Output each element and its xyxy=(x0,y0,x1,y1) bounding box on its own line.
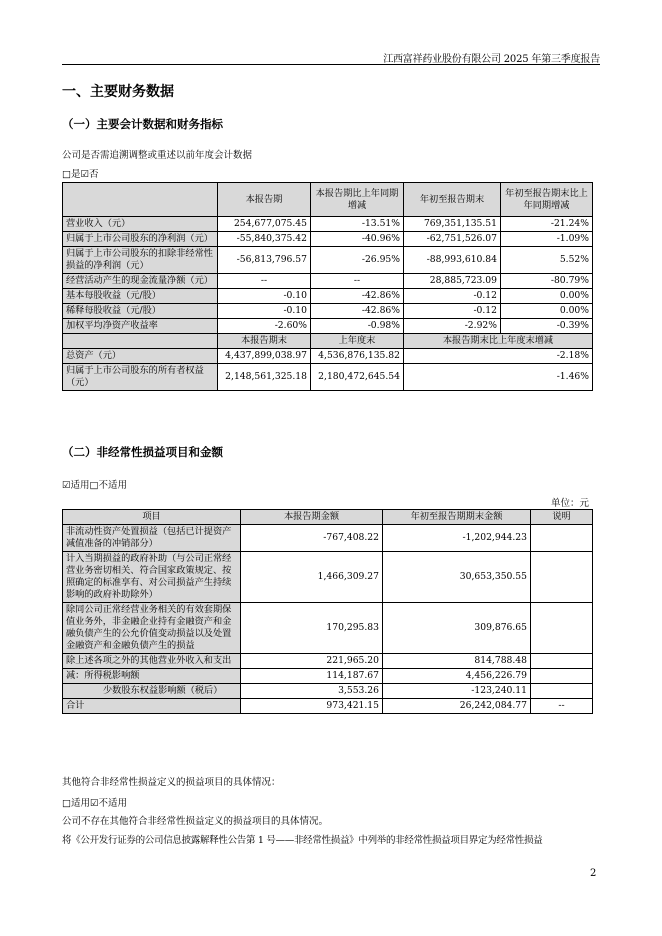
cell: -1.09% xyxy=(501,232,593,247)
cell: -56,813,796.57 xyxy=(218,247,311,274)
table-row xyxy=(63,232,593,247)
cell: -- xyxy=(311,274,404,289)
table-row xyxy=(63,349,593,364)
row-label: 计入当期损益的政府补助（与公司正常经营业务密切相关、符合国家政策规定、按照确定的标准享有、对公司损益产生持续影响的政府补助除外） xyxy=(63,552,241,603)
cell: 221,965.20 xyxy=(241,654,383,669)
row-label: 基本每股收益（元/股） xyxy=(63,289,218,304)
table-row xyxy=(63,654,593,669)
cell: 0.00% xyxy=(501,289,593,304)
cell: -80.79% xyxy=(501,274,593,289)
cell: -0.39% xyxy=(501,319,593,334)
cell: 4,536,876,135.82 xyxy=(311,349,404,364)
table-row xyxy=(63,247,593,274)
table-row xyxy=(63,319,593,334)
table-row xyxy=(63,304,593,319)
page-header: 江西富祥药业股份有限公司 2025 年第三季度报告 xyxy=(383,54,600,65)
non-recurring-items-table xyxy=(62,509,593,714)
t2-header-note: 说明 xyxy=(531,510,593,525)
row-label: 归属于上市公司股东的净利润（元） xyxy=(63,232,218,247)
cell: -0.10 xyxy=(218,289,311,304)
cell: -13.51% xyxy=(311,217,404,232)
cell: -42.86% xyxy=(311,289,404,304)
table-row xyxy=(63,364,593,391)
cell xyxy=(531,552,593,603)
cell xyxy=(531,669,593,684)
cell: 769,351,135.51 xyxy=(404,217,501,232)
cell: 170,295.83 xyxy=(241,603,383,654)
t1-header2-2: 本报告期末比上年度末增减 xyxy=(404,334,593,349)
cell xyxy=(531,603,593,654)
subsection-title-2: （二）非经常性损益项目和金额 xyxy=(62,445,223,459)
table-row xyxy=(63,669,593,684)
cell: 254,677,075.45 xyxy=(218,217,311,232)
page-number: 2 xyxy=(590,868,597,879)
note-reclassify: 将《公开发行证券的公司信息披露解释性公告第 1 号——非经常性损益》中列举的非经常性损益项目界定为经常性损益 xyxy=(62,835,543,846)
row-label: 加权平均净资产收益率 xyxy=(63,319,218,334)
row-label: 合计 xyxy=(63,699,241,714)
cell: -2.18% xyxy=(404,349,593,364)
row-label: 归属于上市公司股东的所有者权益（元） xyxy=(63,364,218,391)
row-label: 稀释每股收益（元/股） xyxy=(63,304,218,319)
cell: 309,876.65 xyxy=(383,603,531,654)
cell: -767,408.22 xyxy=(241,525,383,552)
unit-label: 单位：元 xyxy=(550,498,589,509)
cell: -55,840,375.42 xyxy=(218,232,311,247)
row-label: 总资产（元） xyxy=(63,349,218,364)
header-divider xyxy=(62,64,600,65)
cell: -123,240.11 xyxy=(383,684,531,699)
cell: -0.12 xyxy=(404,304,501,319)
cell xyxy=(531,654,593,669)
t2-header-item: 项目 xyxy=(63,510,241,525)
t1-header-1: 本报告期 xyxy=(218,183,311,217)
retro-answer: □是☑否 xyxy=(62,169,99,180)
note-none: 公司不存在其他符合非经常性损益定义的损益项目的具体情况。 xyxy=(62,816,329,827)
table-row xyxy=(63,525,593,552)
cell: -26.95% xyxy=(311,247,404,274)
cell: 3,553.26 xyxy=(241,684,383,699)
table-row xyxy=(63,274,593,289)
cell xyxy=(531,684,593,699)
t2-header-current: 本报告期金额 xyxy=(241,510,383,525)
row-label: 经营活动产生的现金流量净额（元） xyxy=(63,274,218,289)
row-label: 归属于上市公司股东的扣除非经常性损益的净利润（元） xyxy=(63,247,218,274)
cell: -40.96% xyxy=(311,232,404,247)
retro-question: 公司是否需追溯调整或重述以前年度会计数据 xyxy=(62,150,253,161)
applicable-status: ☑适用□不适用 xyxy=(62,480,127,491)
cell: 2,180,472,645.54 xyxy=(311,364,404,391)
subsection-title-1: （一）主要会计数据和财务指标 xyxy=(62,117,223,131)
cell: 2,148,561,325.18 xyxy=(218,364,311,391)
cell: 114,187.67 xyxy=(241,669,383,684)
table-row xyxy=(63,217,593,232)
t2-header-ytd: 年初至报告期期末金额 xyxy=(383,510,531,525)
note-other-items: 其他符合非经常性损益定义的损益项目的具体情况： xyxy=(62,777,281,788)
cell: -0.98% xyxy=(311,319,404,334)
table-row xyxy=(63,603,593,654)
t1-header2-0: 本报告期末 xyxy=(218,334,311,349)
cell xyxy=(531,525,593,552)
row-label: 少数股东权益影响额（税后） xyxy=(63,684,241,699)
cell: -- xyxy=(218,274,311,289)
table-row xyxy=(63,684,593,699)
cell: -2.92% xyxy=(404,319,501,334)
row-label: 减：所得税影响额 xyxy=(63,669,241,684)
section-title: 一、主要财务数据 xyxy=(62,84,174,100)
t1-header-3: 年初至报告期末 xyxy=(404,183,501,217)
cell: -2.60% xyxy=(218,319,311,334)
blank-cell xyxy=(63,334,218,349)
row-label: 除同公司正常经营业务相关的有效套期保值业务外，非金融企业持有金融资产和金融负债产生的公允价值变动损益以及处置金融资产和金融负债产生的损益 xyxy=(63,603,241,654)
row-label: 除上述各项之外的其他营业外收入和支出 xyxy=(63,654,241,669)
cell: 28,885,723.09 xyxy=(404,274,501,289)
cell: -1,202,944.23 xyxy=(383,525,531,552)
t1-header2-1: 上年度末 xyxy=(311,334,404,349)
table-row xyxy=(63,289,593,304)
cell: -0.10 xyxy=(218,304,311,319)
cell: -- xyxy=(531,699,593,714)
cell: -0.12 xyxy=(404,289,501,304)
cell: 814,788.48 xyxy=(383,654,531,669)
cell: 30,653,350.55 xyxy=(383,552,531,603)
cell: 26,242,084.77 xyxy=(383,699,531,714)
table-row xyxy=(63,552,593,603)
cell: -88,993,610.84 xyxy=(404,247,501,274)
t1-header-2: 本报告期比上年同期增减 xyxy=(311,183,404,217)
cell: -21.24% xyxy=(501,217,593,232)
cell: -1.46% xyxy=(404,364,593,391)
t1-header-0 xyxy=(63,183,218,217)
cell: 4,437,899,038.97 xyxy=(218,349,311,364)
cell: -62,751,526.07 xyxy=(404,232,501,247)
note-applicable: □适用☑不适用 xyxy=(62,798,127,809)
financial-indicators-table xyxy=(62,182,593,391)
t1-header-4: 年初至报告期末比上年同期增减 xyxy=(501,183,593,217)
cell: 4,456,226.79 xyxy=(383,669,531,684)
cell: -42.86% xyxy=(311,304,404,319)
cell: 973,421.15 xyxy=(241,699,383,714)
row-label: 非流动性资产处置损益（包括已计提资产减值准备的冲销部分） xyxy=(63,525,241,552)
table-row xyxy=(63,699,593,714)
row-label: 营业收入（元） xyxy=(63,217,218,232)
cell: 5.52% xyxy=(501,247,593,274)
cell: 0.00% xyxy=(501,304,593,319)
cell: 1,466,309.27 xyxy=(241,552,383,603)
